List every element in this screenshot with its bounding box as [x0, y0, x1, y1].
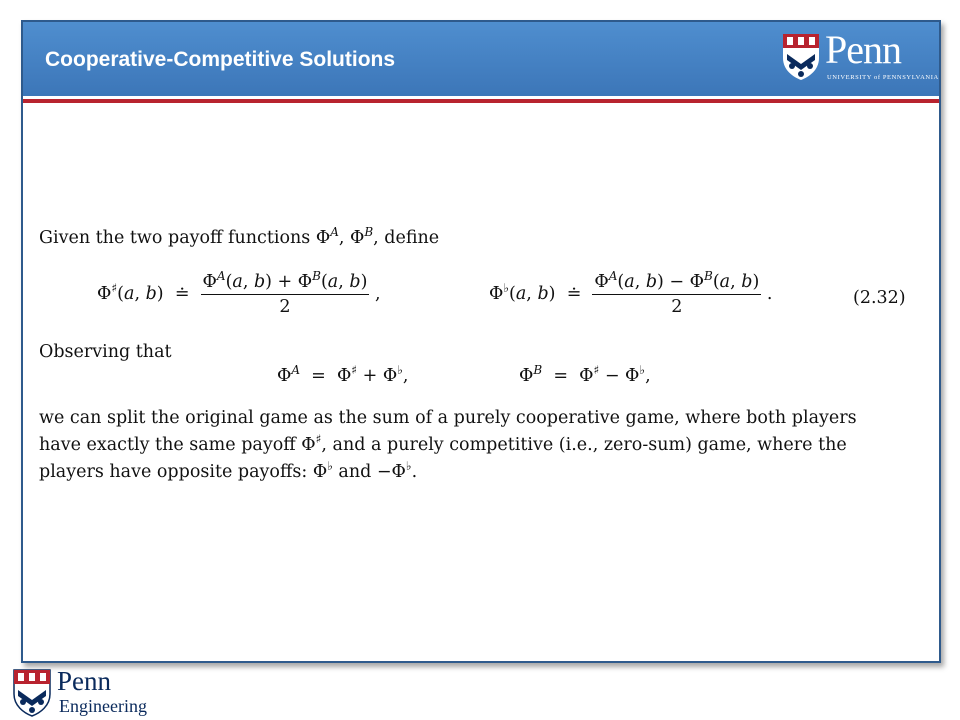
equation-phi-sharp: Φ♯(a, b) ≐ $\frac{\Phi^A(a, b) + \Phi^B(a, b)}{2}$ , [97, 269, 381, 317]
intro-text: Given the two payoff functions $\Phi^A$, $\Phi^B$, define [39, 225, 440, 248]
header-divider-red [23, 99, 939, 103]
penn-logo [781, 27, 939, 86]
equation-phi-b: $\Phi^B = \Phi^♯ - \Phi^♭$, [519, 363, 651, 386]
slide-frame [21, 20, 941, 663]
penn-wordmark: Penn [825, 27, 901, 72]
equation-number: (2.32) [853, 288, 906, 308]
equation-phi-flat: Φ♭(a, b) ≐ $\frac{\Phi^A(a, b) - \Phi^B(a, b)}{2}$ . [489, 269, 773, 317]
fraction-sum: $\frac{\Phi^A(a, b) + \Phi^B(a, b)}{2}$ [202, 269, 368, 317]
equation-phi-a: $\Phi^A = \Phi^♯ + \Phi^♭$, [277, 363, 409, 386]
penn-shield-icon [12, 668, 52, 718]
paragraph-line-2: have exactly the same payoff Φ♯, and a purely competitive (i.e., zero-sum) game, where the [39, 432, 847, 455]
paragraph-line-1: we can split the original game as the sum of a purely cooperative game, where both players [39, 408, 857, 428]
penn-wordmark-footer: Penn [57, 666, 111, 696]
penn-engineering-logo [12, 668, 162, 720]
penn-shield-icon [781, 32, 821, 82]
slide-title: Cooperative-Competitive Solutions [45, 48, 396, 71]
slide-header [23, 22, 939, 96]
penn-subtitle: UNIVERSITY of PENNSYLVANIA [827, 74, 939, 81]
engineering-wordmark: Engineering [59, 696, 147, 716]
paragraph-line-3: players have opposite payoffs: Φ♭ and −Φ♭. [39, 459, 418, 482]
observing-text: Observing that [39, 342, 172, 362]
fraction-difference: $\frac{\Phi^A(a, b) - \Phi^B(a, b)}{2}$ [594, 269, 760, 317]
